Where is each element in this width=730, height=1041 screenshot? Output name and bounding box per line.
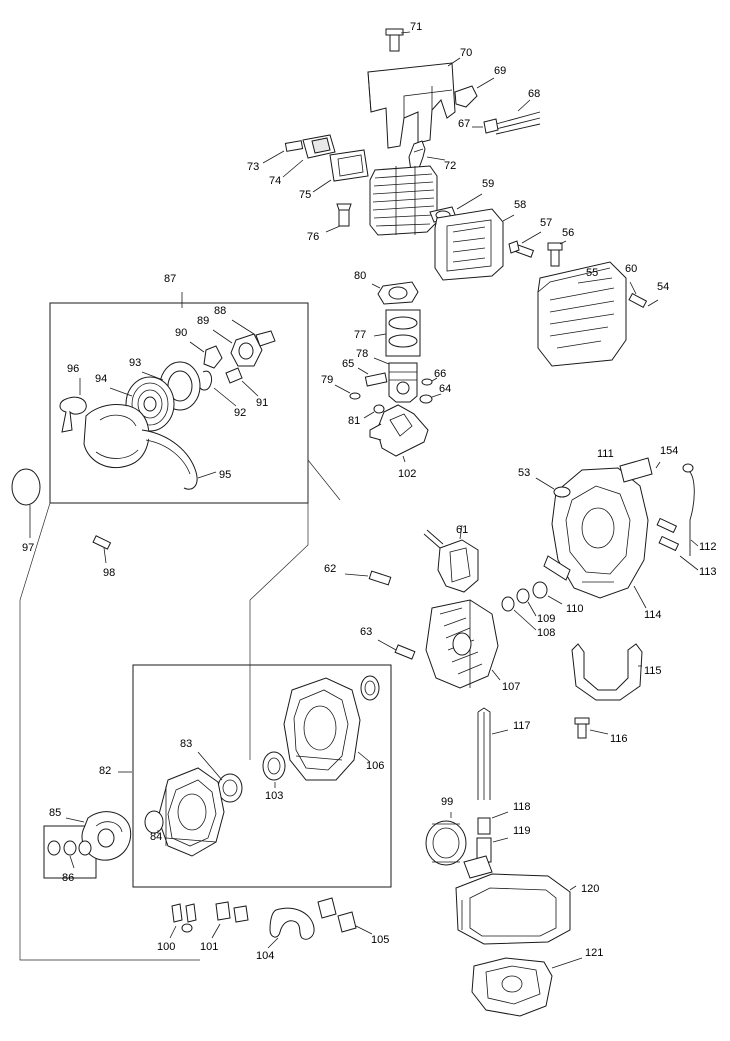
callout-58: 58 (514, 199, 527, 211)
callout-110: 110 (566, 603, 584, 615)
part-118 (478, 812, 508, 834)
callout-107: 107 (502, 681, 521, 693)
callout-57: 57 (540, 217, 553, 229)
part-80 (372, 282, 418, 304)
callout-113: 113 (699, 566, 717, 578)
callout-64: 64 (439, 383, 452, 395)
callout-56: 56 (562, 227, 575, 239)
part-112 (683, 464, 698, 556)
callout-90: 90 (175, 327, 188, 339)
part-67 (472, 119, 498, 133)
part-116 (575, 718, 608, 738)
callout-84: 84 (150, 831, 163, 843)
part-55 (538, 262, 626, 366)
callout-88: 88 (214, 305, 227, 317)
callout-112: 112 (699, 541, 717, 553)
callout-101: 101 (200, 941, 219, 953)
callout-91: 91 (256, 397, 269, 409)
part-115 (572, 644, 642, 700)
callout-114: 114 (644, 609, 662, 621)
part-77 (374, 310, 420, 356)
callout-97: 97 (22, 542, 35, 554)
part-65 (358, 368, 387, 386)
part-62 (345, 571, 391, 585)
part-73 (263, 141, 303, 163)
callout-118: 118 (513, 801, 531, 813)
part-110 (533, 582, 562, 604)
callout-102: 102 (398, 468, 417, 480)
callout-75: 75 (299, 189, 312, 201)
callout-106: 106 (366, 760, 385, 772)
callout-93: 93 (129, 357, 142, 369)
part-98 (93, 536, 110, 563)
part-53 (536, 478, 570, 497)
callout-111: 111 (597, 448, 614, 460)
callout-59: 59 (482, 178, 495, 190)
part-71 (386, 29, 410, 51)
callout-77: 77 (354, 329, 367, 341)
part-84-crankcase (158, 768, 224, 856)
part-69 (455, 78, 494, 107)
part-106 (284, 678, 370, 780)
part-86 (48, 841, 91, 868)
callout-67: 67 (458, 118, 471, 130)
callout-61: 61 (456, 524, 469, 536)
part-103 (263, 752, 285, 788)
part-61 (424, 525, 478, 592)
part-85 (66, 812, 131, 861)
callout-87: 87 (164, 273, 177, 285)
part-96 (60, 378, 86, 432)
part-57 (509, 232, 541, 257)
part-104 (268, 908, 314, 948)
part-102 (370, 405, 428, 462)
part-68 (496, 100, 540, 134)
callout-54: 54 (657, 281, 670, 293)
cylinder-block (370, 166, 437, 235)
callout-95: 95 (219, 469, 232, 481)
callout-86: 86 (62, 872, 75, 884)
callout-55: 55 (586, 267, 599, 279)
callout-154: 154 (660, 445, 679, 457)
part-117 (478, 708, 508, 800)
callout-109: 109 (537, 613, 556, 625)
part-63 (378, 640, 415, 659)
callout-119: 119 (513, 825, 531, 837)
callout-62: 62 (324, 563, 337, 575)
part-120 (456, 856, 576, 944)
callout-85: 85 (49, 807, 62, 819)
part-81 (364, 405, 384, 418)
part-54 (648, 300, 658, 306)
callout-100: 100 (157, 941, 176, 953)
part-64 (420, 394, 441, 403)
callout-98: 98 (103, 567, 116, 579)
callout-78: 78 (356, 348, 369, 360)
callout-79: 79 (321, 374, 334, 386)
callout-72: 72 (444, 160, 457, 172)
part-90 (190, 342, 222, 368)
callout-104: 104 (256, 950, 275, 962)
part-76 (326, 204, 351, 232)
callout-69: 69 (494, 65, 507, 77)
part-107 (426, 600, 500, 688)
callout-120: 120 (581, 883, 600, 895)
callout-94: 94 (95, 373, 108, 385)
part-121 (472, 958, 582, 1016)
part-105 (318, 898, 372, 934)
part-99 (426, 812, 466, 865)
part-74 (283, 135, 335, 177)
part-97 (12, 469, 40, 538)
part-101 (212, 902, 248, 938)
callout-53: 53 (518, 467, 531, 479)
callout-89: 89 (197, 315, 210, 327)
callout-83: 83 (180, 738, 193, 750)
callout-99: 99 (441, 796, 454, 808)
part-60 (629, 282, 646, 307)
part-79 (335, 385, 360, 399)
callout-96: 96 (67, 363, 80, 375)
callout-105: 105 (371, 934, 390, 946)
callout-63: 63 (360, 626, 373, 638)
callout-108: 108 (537, 627, 556, 639)
part-56 (548, 241, 566, 266)
callout-115: 115 (644, 665, 662, 677)
part-91 (226, 368, 258, 396)
callout-71: 71 (410, 21, 423, 33)
part-flywheel-seal (361, 676, 379, 700)
callout-92: 92 (234, 407, 247, 419)
callout-121: 121 (585, 947, 604, 959)
callout-68: 68 (528, 88, 541, 100)
callout-70: 70 (460, 47, 473, 59)
callout-82: 82 (99, 765, 112, 777)
callout-80: 80 (354, 270, 367, 282)
callout-65: 65 (342, 358, 355, 370)
callout-117: 117 (513, 720, 531, 732)
callout-103: 103 (265, 790, 284, 802)
part-154 (620, 458, 660, 482)
callout-66: 66 (434, 368, 447, 380)
callout-74: 74 (269, 175, 282, 187)
callout-60: 60 (625, 263, 638, 275)
part-70 (368, 58, 460, 148)
callout-81: 81 (348, 415, 361, 427)
callout-76: 76 (307, 231, 320, 243)
part-75 (313, 150, 368, 192)
callout-116: 116 (610, 733, 628, 745)
callout-73: 73 (247, 161, 260, 173)
part-108 (502, 597, 536, 630)
part-100 (170, 904, 196, 938)
part-58 (435, 209, 514, 280)
